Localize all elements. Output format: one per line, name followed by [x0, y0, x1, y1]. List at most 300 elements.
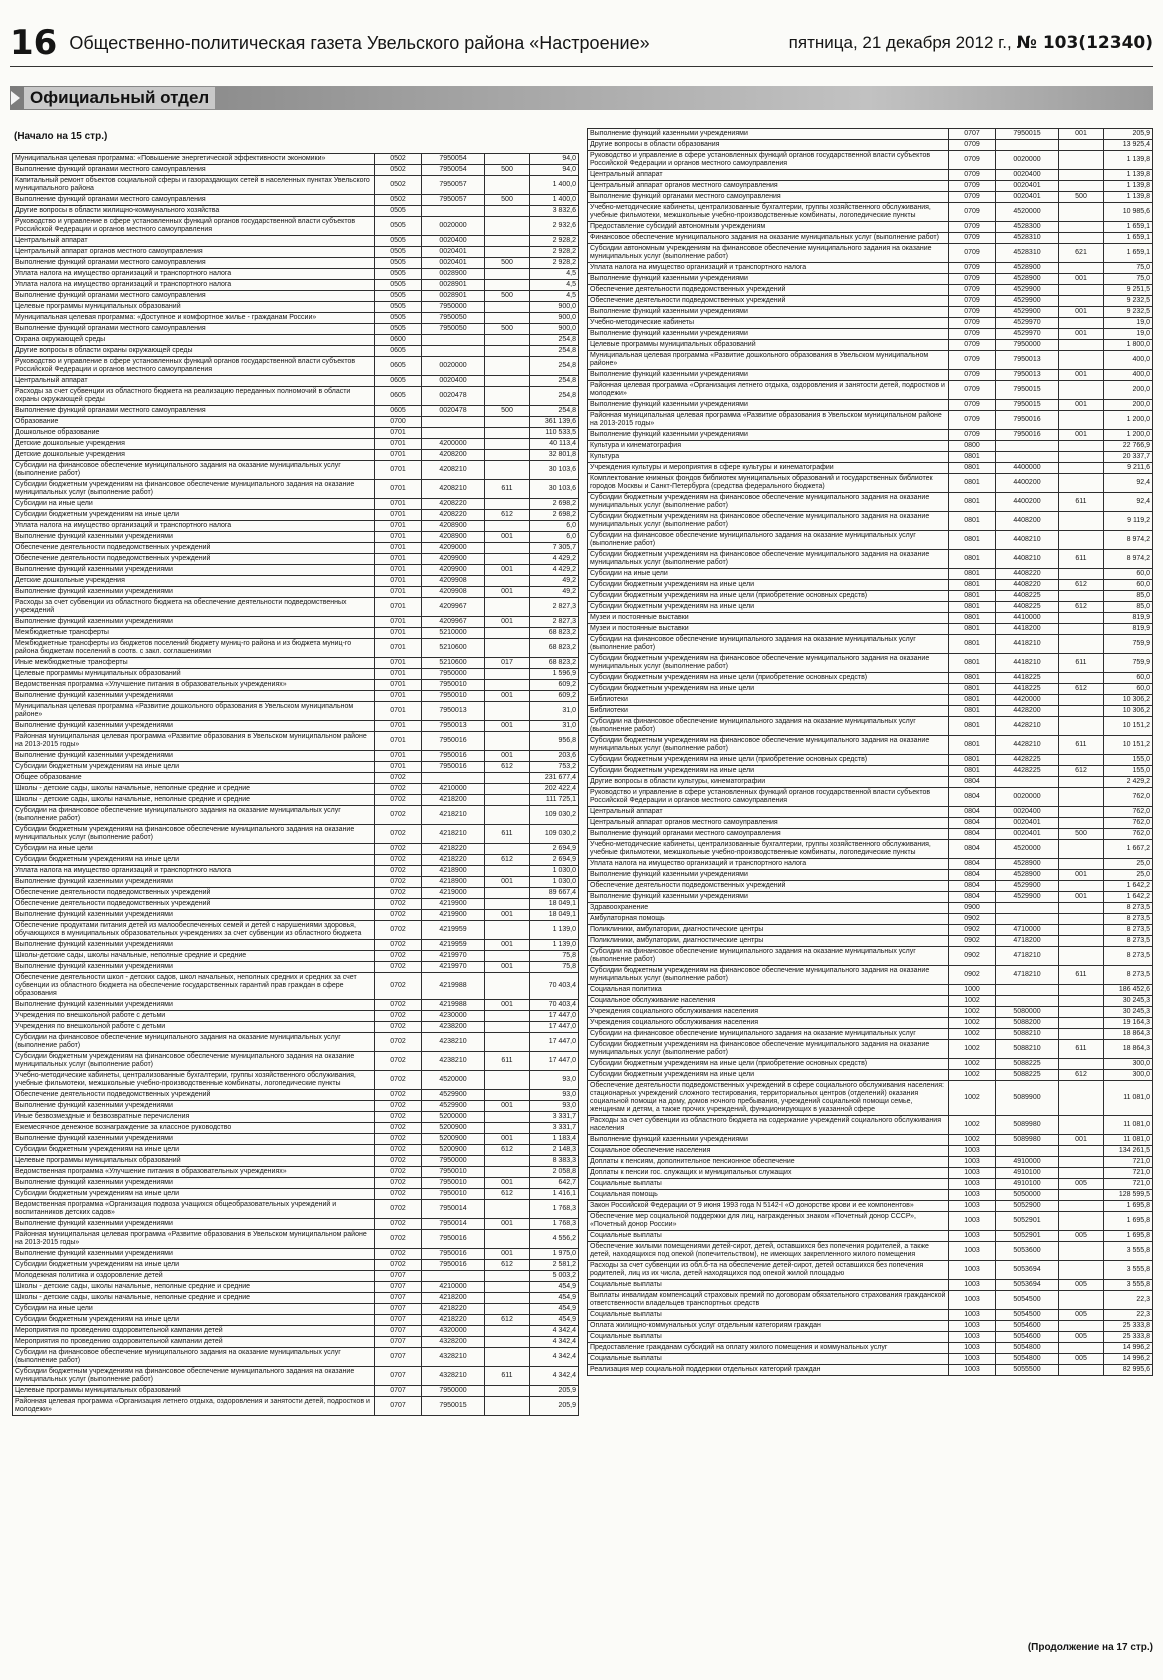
row-name: Учреждения по внешкольной работе с детьми: [13, 1011, 375, 1022]
row-name: Выполнение функций органами местного самоуправления: [588, 192, 949, 203]
expense-type: [485, 154, 530, 165]
table-row: [588, 1070, 1153, 1081]
section-code: 0702: [375, 1178, 422, 1189]
target-code: 4400200: [996, 474, 1059, 493]
section-code: 0800: [949, 441, 996, 452]
row-name: Субсидии бюджетным учреждениям на финансовое обеспечение муниципального задания на оказание муниципальных услуг (выполнение работ): [13, 480, 375, 499]
expense-type: 612: [485, 762, 530, 773]
table-row: [588, 400, 1153, 411]
amount: 4 342,4: [530, 1348, 579, 1367]
section-code: 0702: [375, 866, 422, 877]
section-code: 0701: [375, 762, 422, 773]
row-name: Культура: [588, 452, 949, 463]
row-name: Выполнение функций казенными учреждениями: [588, 307, 949, 318]
table-row: [588, 654, 1153, 673]
expense-type: [1059, 755, 1104, 766]
expense-type: [1059, 717, 1104, 736]
section-code: 0701: [375, 587, 422, 598]
amount: 8 273,5: [1104, 966, 1153, 985]
section-code: 0709: [949, 307, 996, 318]
target-code: 4320000: [422, 1326, 485, 1337]
amount: 1 800,0: [1104, 340, 1153, 351]
expense-type: 001: [485, 1134, 530, 1145]
amount: 1 030,0: [530, 866, 579, 877]
amount: 1 200,0: [1104, 411, 1153, 430]
table-row: [588, 635, 1153, 654]
section-code: 0702: [375, 1011, 422, 1022]
target-code: 4529900: [996, 307, 1059, 318]
amount: 30 103,6: [530, 480, 579, 499]
table-row: [13, 1367, 579, 1386]
table-row: [588, 936, 1153, 947]
table-row: [13, 1200, 579, 1219]
expense-type: [485, 450, 530, 461]
table-row: [13, 1189, 579, 1200]
target-code: 4408225: [996, 591, 1059, 602]
target-code: 5053694: [996, 1261, 1059, 1280]
row-name: Детские дошкольные учреждения: [13, 450, 375, 461]
target-code: 0020401: [996, 181, 1059, 192]
row-name: Межбюджетные трансферты из бюджетов поселений бюджету муниц-го района и из бюджета муниц-го района бюджетам поселений в соотв. с закл. соглашениями: [13, 639, 375, 658]
table-row: [13, 1134, 579, 1145]
section-code: 0702: [375, 973, 422, 1000]
table-row: [588, 706, 1153, 717]
table-row: [588, 1343, 1153, 1354]
amount: 721,0: [1104, 1168, 1153, 1179]
target-code: 4528900: [996, 274, 1059, 285]
table-row: [13, 521, 579, 532]
target-code: 0020478: [422, 387, 485, 406]
target-code: 0020401: [996, 829, 1059, 840]
section-code: 1002: [949, 1135, 996, 1146]
row-name: Учебно-методические кабинеты, централизованные бухгалтерии, группы хозяйственного обслуживания, учебные фильмотеки, межшкольные учебно-производственные комбинаты, логопедические пункты: [588, 840, 949, 859]
target-code: 5053694: [996, 1280, 1059, 1291]
masthead: [10, 23, 1153, 63]
section-code: 0701: [375, 658, 422, 669]
expense-type: [1059, 1291, 1104, 1310]
table-row: [13, 1071, 579, 1090]
table-row: [588, 151, 1153, 170]
amount: 85,0: [1104, 602, 1153, 613]
target-code: 4238210: [422, 1052, 485, 1071]
amount: 85,0: [1104, 591, 1153, 602]
amount: 18 049,1: [530, 899, 579, 910]
expense-type: 612: [1059, 766, 1104, 777]
section-code: 0709: [949, 318, 996, 329]
table-row: [13, 825, 579, 844]
section-code: 0702: [375, 1071, 422, 1090]
row-name: Выполнение функций казенными учреждениями: [13, 751, 375, 762]
target-code: 4230000: [422, 1011, 485, 1022]
target-code: 4218900: [422, 877, 485, 888]
row-name: Школы - детские сады, школы начальные, неполные средние и средние: [13, 1293, 375, 1304]
table-row: [13, 236, 579, 247]
section-code: 0702: [375, 1090, 422, 1101]
expense-type: 001: [485, 962, 530, 973]
section-code: 1002: [949, 996, 996, 1007]
row-name: Обеспечение деятельности подведомственных учреждений: [588, 881, 949, 892]
table-row: [588, 766, 1153, 777]
expense-type: 612: [1059, 1070, 1104, 1081]
row-name: Субсидии бюджетным учреждениям на иные цели: [588, 684, 949, 695]
amount: 31,0: [530, 702, 579, 721]
expense-type: [485, 236, 530, 247]
amount: 17 447,0: [530, 1022, 579, 1033]
amount: 25,0: [1104, 870, 1153, 881]
row-name: Субсидии бюджетным учреждениям на иные цели (приобретение основных средств): [588, 755, 949, 766]
expense-type: [485, 269, 530, 280]
table-row: [13, 335, 579, 346]
section-code: 0505: [375, 324, 422, 335]
table-row: [588, 531, 1153, 550]
row-name: Субсидии на финансовое обеспечение муниципального задания на оказание муниципальных услуг (выполнение работ): [13, 1348, 375, 1367]
table-row: [588, 1212, 1153, 1231]
row-name: Выполнение функций органами местного самоуправления: [13, 291, 375, 302]
target-code: 4238200: [422, 1022, 485, 1033]
row-name: Амбулаторная помощь: [588, 914, 949, 925]
expense-type: [485, 921, 530, 940]
amount: 49,2: [530, 587, 579, 598]
target-code: 5200900: [422, 1123, 485, 1134]
table-row: [13, 795, 579, 806]
amount: 721,0: [1104, 1179, 1153, 1190]
target-code: 5210600: [422, 658, 485, 669]
amount: 10 306,2: [1104, 706, 1153, 717]
amount: 82 995,6: [1104, 1365, 1153, 1376]
row-name: Школы - детские сады, школы начальные, неполные средние и средние: [13, 795, 375, 806]
section-code: 0801: [949, 717, 996, 736]
amount: 110 533,5: [530, 428, 579, 439]
expense-type: [485, 680, 530, 691]
target-code: 5050000: [996, 1190, 1059, 1201]
target-code: 7950015: [996, 400, 1059, 411]
table-row: [13, 1123, 579, 1134]
target-code: 4219900: [422, 910, 485, 921]
table-row: [588, 892, 1153, 903]
amount: 10 151,2: [1104, 717, 1153, 736]
table-row: [588, 307, 1153, 318]
row-name: Уплата налога на имущество организаций и транспортного налога: [13, 521, 375, 532]
section-code: 0701: [375, 543, 422, 554]
section-code: 0801: [949, 512, 996, 531]
expense-type: [485, 576, 530, 587]
section-code: 0709: [949, 400, 996, 411]
expense-type: 612: [485, 1260, 530, 1271]
table-row: [13, 346, 579, 357]
amount: 2 058,8: [530, 1167, 579, 1178]
section-code: 0605: [375, 346, 422, 357]
table-row: [13, 1156, 579, 1167]
table-row: [13, 510, 579, 521]
target-code: 4218200: [422, 1293, 485, 1304]
expense-type: [1059, 512, 1104, 531]
row-name: Выполнение функций казенными учреждениями: [13, 1134, 375, 1145]
amount: 3 331,7: [530, 1112, 579, 1123]
table-row: [588, 170, 1153, 181]
amount: 1 139,8: [1104, 192, 1153, 203]
row-name: Социальные выплаты: [588, 1310, 949, 1321]
target-code: [422, 773, 485, 784]
row-name: Выполнение функций казенными учреждениями: [13, 1219, 375, 1230]
amount: 25 333,8: [1104, 1321, 1153, 1332]
table-row: [588, 1321, 1153, 1332]
section-code: 0801: [949, 766, 996, 777]
row-name: Целевые программы муниципальных образований: [13, 1156, 375, 1167]
amount: 8 273,5: [1104, 925, 1153, 936]
target-code: 7950000: [996, 340, 1059, 351]
target-code: 4219988: [422, 1000, 485, 1011]
table-row: [13, 1052, 579, 1071]
amount: 109 030,2: [530, 806, 579, 825]
expense-type: [485, 376, 530, 387]
table-row: [588, 1354, 1153, 1365]
amount: 2 928,2: [530, 258, 579, 269]
section-code: 0702: [375, 1200, 422, 1219]
expense-type: [485, 598, 530, 617]
amount: 1 975,0: [530, 1249, 579, 1260]
target-code: 4218210: [422, 825, 485, 844]
amount: 60,0: [1104, 569, 1153, 580]
amount: 1 768,3: [530, 1200, 579, 1219]
amount: 17 447,0: [530, 1011, 579, 1022]
row-name: Мероприятия по проведению оздоровительной кампании детей: [13, 1326, 375, 1337]
amount: 3 331,7: [530, 1123, 579, 1134]
expense-type: [485, 1282, 530, 1293]
amount: 10 306,2: [1104, 695, 1153, 706]
amount: 642,7: [530, 1178, 579, 1189]
target-code: 7950010: [422, 1178, 485, 1189]
expense-type: 611: [1059, 654, 1104, 673]
row-name: Образование: [13, 417, 375, 428]
amount: 11 081,0: [1104, 1135, 1153, 1146]
row-name: Иные безвозмездные и безвозвратные перечисления: [13, 1112, 375, 1123]
section-code: 0702: [375, 1249, 422, 1260]
section-code: 1003: [949, 1261, 996, 1280]
table-row: [588, 140, 1153, 151]
target-code: 4418225: [996, 684, 1059, 695]
table-row: [13, 951, 579, 962]
row-name: Школы - детские сады, школы начальные, неполные средние и средние: [13, 1282, 375, 1293]
expense-type: 001: [485, 617, 530, 628]
expense-type: [485, 1156, 530, 1167]
expense-type: [485, 1071, 530, 1090]
row-name: Выполнение функций казенными учреждениями: [13, 1101, 375, 1112]
target-code: 4208210: [422, 461, 485, 480]
table-row: [588, 411, 1153, 430]
section-code: 1003: [949, 1310, 996, 1321]
table-row: [13, 428, 579, 439]
target-code: 4208900: [422, 521, 485, 532]
expense-type: [1059, 881, 1104, 892]
table-row: [588, 695, 1153, 706]
table-row: [588, 755, 1153, 766]
row-name: Выполнение функций казенными учреждениями: [13, 565, 375, 576]
target-code: 4418210: [996, 635, 1059, 654]
table-row: [13, 1249, 579, 1260]
row-name: Субсидии на финансовое обеспечение муниципального задания на оказание муниципальных услуг (выполнение работ): [588, 635, 949, 654]
expense-type: [485, 428, 530, 439]
row-name: Субсидии бюджетным учреждениям на иные цели (приобретение основных средств): [588, 591, 949, 602]
row-name: Иные межбюджетные трансферты: [13, 658, 375, 669]
table-row: [588, 351, 1153, 370]
row-name: Субсидии бюджетным учреждениям на иные цели: [13, 1145, 375, 1156]
amount: 22,3: [1104, 1291, 1153, 1310]
table-row: [13, 628, 579, 639]
row-name: Выполнение функций казенными учреждениями: [588, 370, 949, 381]
expense-type: [485, 247, 530, 258]
expense-type: [485, 1348, 530, 1367]
amount: 10 985,6: [1104, 203, 1153, 222]
expense-type: [485, 554, 530, 565]
section-code: 0605: [375, 406, 422, 417]
table-row: [13, 258, 579, 269]
target-code: 4428210: [996, 717, 1059, 736]
newspaper-title: Общественно-политическая газета Увельского района «Настроение»: [69, 32, 650, 53]
expense-type: [1059, 1059, 1104, 1070]
row-name: Выполнение функций казенными учреждениями: [588, 400, 949, 411]
amount: 3 555,8: [1104, 1261, 1153, 1280]
expense-type: [1059, 1242, 1104, 1261]
section-code: 0709: [949, 263, 996, 274]
row-name: Учреждения социального обслуживания населения: [588, 1018, 949, 1029]
amount: 721,0: [1104, 1157, 1153, 1168]
amount: 454,9: [530, 1304, 579, 1315]
expense-type: [1059, 170, 1104, 181]
expense-type: 001: [485, 1101, 530, 1112]
amount: 25 333,8: [1104, 1332, 1153, 1343]
target-code: [422, 206, 485, 217]
expense-type: [485, 702, 530, 721]
amount: 759,9: [1104, 654, 1153, 673]
target-code: 7950013: [996, 370, 1059, 381]
section-code: 0801: [949, 684, 996, 695]
section-code: 1003: [949, 1231, 996, 1242]
target-code: 5210000: [422, 628, 485, 639]
section-code: 0801: [949, 695, 996, 706]
expense-type: 500: [485, 406, 530, 417]
expense-type: [1059, 818, 1104, 829]
expense-type: [1059, 1007, 1104, 1018]
expense-type: 611: [485, 480, 530, 499]
target-code: 7950010: [422, 1189, 485, 1200]
row-name: Выполнение функций казенными учреждениями: [13, 1249, 375, 1260]
amount: 128 599,5: [1104, 1190, 1153, 1201]
expense-type: 001: [1059, 400, 1104, 411]
section-code: 0702: [375, 940, 422, 951]
expense-type: 611: [1059, 736, 1104, 755]
expense-type: 500: [485, 258, 530, 269]
expense-type: [1059, 285, 1104, 296]
table-row: [13, 1282, 579, 1293]
section-code: 0702: [375, 773, 422, 784]
row-name: Ведомственная программа «Улучшение питания в образовательных учреждениях»: [13, 1167, 375, 1178]
target-code: 4529900: [996, 285, 1059, 296]
amount: 454,9: [530, 1282, 579, 1293]
row-name: Субсидии на финансовое обеспечение муниципального задания на оказание муниципальных услуг: [588, 1029, 949, 1040]
amount: 205,9: [530, 1386, 579, 1397]
target-code: 5053600: [996, 1242, 1059, 1261]
section-code: 0707: [949, 129, 996, 140]
row-name: Обеспечение деятельности подведомственных учреждений в сфере социального обслуживания населения: стационарных учреждений сложного тестирования, территориальных центров (отделений) оказания социальной помощи на дому, домов ночного пребывания, учреждений социальной помощи семье, женщинам и детям, а также прочих учреждений, функционирующих в указанной сфере: [588, 1081, 949, 1116]
section-code: 0804: [949, 777, 996, 788]
row-name: Районная муниципальная целевая программа «Развитие образования в Увельском муниципальном районе на 2013-2015 годы»: [13, 732, 375, 751]
amount: 8 273,5: [1104, 936, 1153, 947]
row-name: Социальная политика: [588, 985, 949, 996]
expense-type: [485, 1033, 530, 1052]
section-code: 0605: [375, 376, 422, 387]
row-name: Выполнение функций казенными учреждениями: [588, 870, 949, 881]
row-name: Субсидии бюджетным учреждениям на иные цели: [13, 510, 375, 521]
expense-type: [1059, 985, 1104, 996]
amount: 70 403,4: [530, 1000, 579, 1011]
expense-type: 001: [1059, 129, 1104, 140]
target-code: 7950010: [422, 680, 485, 691]
expense-type: 005: [1059, 1310, 1104, 1321]
section-code: 1002: [949, 1070, 996, 1081]
amount: 4 556,2: [530, 1230, 579, 1249]
expense-type: [1059, 947, 1104, 966]
row-name: Уплата налога на имущество организаций и транспортного налога: [13, 866, 375, 877]
amount: 1 768,3: [530, 1219, 579, 1230]
table-row: [13, 154, 579, 165]
table-row: [13, 732, 579, 751]
row-name: Субсидии на финансовое обеспечение муниципального задания на оказание муниципальных услуг (выполнение работ): [13, 806, 375, 825]
table-row: [13, 324, 579, 335]
target-code: 5055500: [996, 1365, 1059, 1376]
table-row: [13, 806, 579, 825]
amount: 30 245,3: [1104, 996, 1153, 1007]
row-name: Субсидии бюджетным учреждениям на финансовое обеспечение муниципального задания на оказание муниципальных услуг (выполнение работ): [588, 1040, 949, 1059]
amount: 900,0: [530, 324, 579, 335]
expense-type: [1059, 222, 1104, 233]
table-row: [13, 658, 579, 669]
table-row: [588, 1310, 1153, 1321]
target-code: 4219988: [422, 973, 485, 1000]
target-code: 4528900: [996, 859, 1059, 870]
target-code: 4428200: [996, 706, 1059, 717]
amount: 75,0: [1104, 274, 1153, 285]
target-code: 4209908: [422, 576, 485, 587]
row-name: Центральный аппарат органов местного самоуправления: [588, 818, 949, 829]
section-code: 0702: [375, 1219, 422, 1230]
row-name: Социальные выплаты: [588, 1332, 949, 1343]
section-code: 0505: [375, 217, 422, 236]
amount: 19,0: [1104, 329, 1153, 340]
target-code: 4418200: [996, 624, 1059, 635]
section-code: 0804: [949, 788, 996, 807]
header-rule: [10, 66, 1153, 67]
table-row: [588, 1116, 1153, 1135]
row-name: Библиотеки: [588, 695, 949, 706]
expense-type: 611: [1059, 550, 1104, 569]
expense-type: [1059, 1116, 1104, 1135]
expense-type: [1059, 706, 1104, 717]
target-code: 7950000: [422, 302, 485, 313]
amount: 93,0: [530, 1071, 579, 1090]
section-code: 0505: [375, 206, 422, 217]
row-name: Ведомственная программа «Организация подвоза учащихся общеобразовательных учреждений и воспитанников детских садов»: [13, 1200, 375, 1219]
expense-type: [485, 387, 530, 406]
section-code: 0702: [375, 795, 422, 806]
row-name: Целевые программы муниципальных образований: [13, 302, 375, 313]
target-code: 7950014: [422, 1200, 485, 1219]
continued-from-note: (Начало на 15 стр.): [14, 131, 108, 142]
row-name: Центральный аппарат: [588, 170, 949, 181]
expense-type: 001: [485, 1178, 530, 1189]
target-code: 4210000: [422, 784, 485, 795]
section-code: 0801: [949, 531, 996, 550]
amount: 2 698,2: [530, 510, 579, 521]
